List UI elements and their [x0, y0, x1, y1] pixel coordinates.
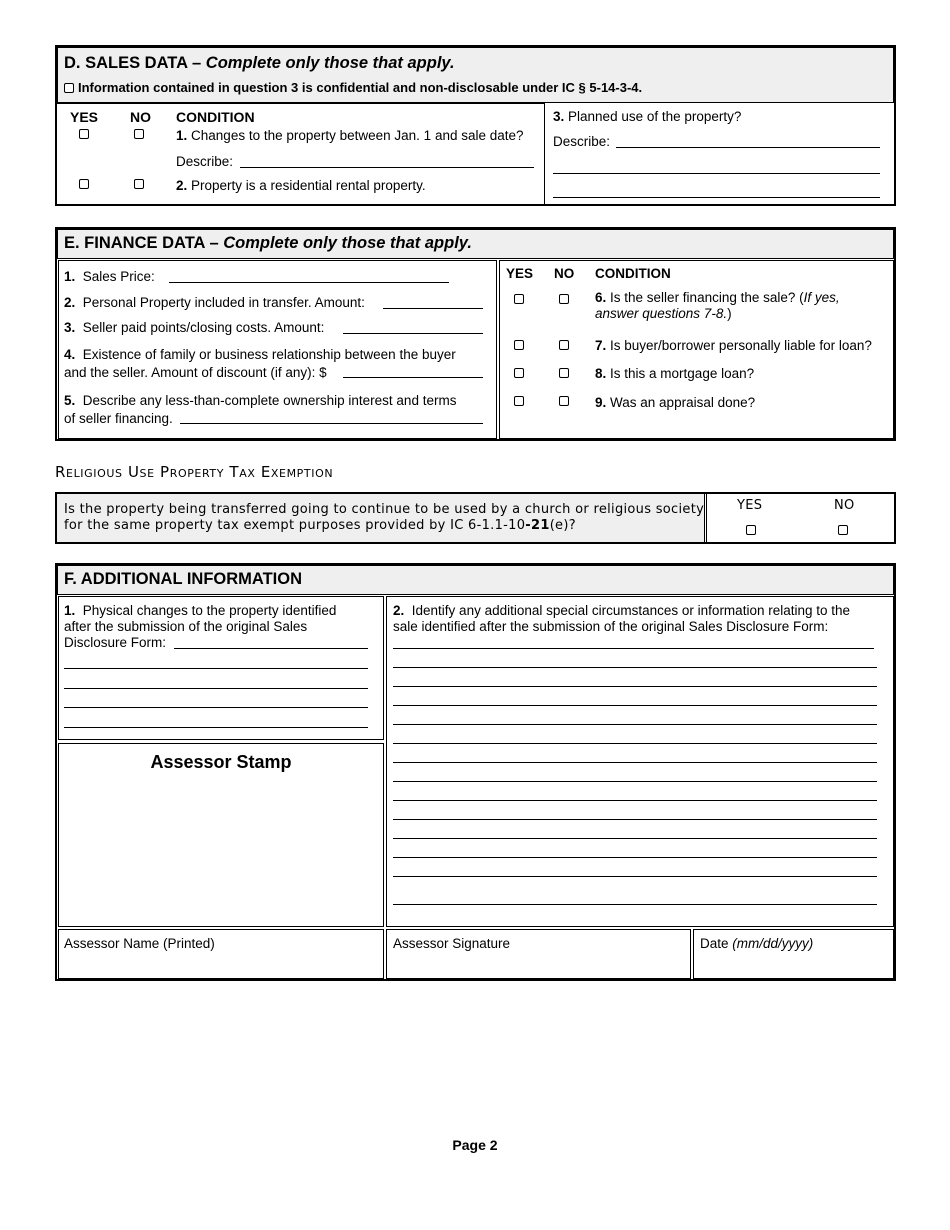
sf-q2-line-3[interactable]	[393, 705, 877, 706]
sd-q2-no-checkbox[interactable]	[134, 179, 144, 189]
fe-q6: 6. Is the seller financing the sale? (If yes, answer questions 7-8.)	[595, 290, 840, 321]
sf-q2-line-4[interactable]	[393, 724, 877, 725]
religious-divider	[706, 494, 707, 542]
sf-q2-line-0[interactable]	[393, 648, 874, 649]
sf-q2-line-11[interactable]	[393, 857, 877, 858]
fe-closing-costs: 3. Seller paid points/closing costs. Amount:	[64, 320, 325, 335]
sd-q3-describe-line-3[interactable]	[553, 197, 880, 198]
sd-col-no: NO	[130, 109, 151, 125]
assessor-name-label: Assessor Name (Printed)	[64, 936, 215, 951]
sf-q1-line-0[interactable]	[174, 648, 368, 649]
fe-personal-property-field[interactable]	[383, 308, 483, 309]
sf-q2-line-14[interactable]	[393, 904, 877, 905]
page-number: Page 2	[452, 1137, 498, 1153]
fe-closing-costs-field[interactable]	[343, 333, 483, 334]
fe-sales-price-field[interactable]	[169, 282, 449, 283]
religious-col-yes: YES	[737, 498, 763, 513]
sd-q1: 1. Changes to the property between Jan. 1 and sale date?	[176, 128, 524, 143]
sf-q2: 2. Identify any additional special circumstances or information relating to the sale identified after the submission of the original Sales Disclosure Form:	[393, 603, 851, 634]
sf-q1-line-1[interactable]	[64, 668, 368, 669]
fe-col-no: NO	[554, 266, 575, 281]
section-e-title: E. FINANCE DATA – Complete only those that apply.	[64, 234, 472, 252]
sf-q2-line-5[interactable]	[393, 743, 877, 744]
sf-q2-line-8[interactable]	[393, 800, 877, 801]
fe-sales-price: 1. Sales Price:	[64, 269, 155, 284]
sd-q3: 3. Planned use of the property?	[553, 109, 742, 124]
assessor-signature-label: Assessor Signature	[393, 936, 511, 951]
fe-q7: 7. Is buyer/borrower personally liable for loan?	[595, 338, 872, 353]
confidential-checkbox[interactable]	[64, 83, 74, 93]
sd-q3-describe-line-2[interactable]	[553, 173, 880, 174]
fe-q6-no-checkbox[interactable]	[559, 294, 569, 304]
fe-relationship-field[interactable]	[343, 377, 483, 378]
sf-q2-line-9[interactable]	[393, 819, 877, 820]
fe-q7-yes-checkbox[interactable]	[514, 340, 524, 350]
sf-q1-line-3[interactable]	[64, 707, 368, 708]
sd-q3-describe-label: Describe:	[553, 134, 611, 149]
confidential-note: Information contained in question 3 is confidential and non-disclosable under IC § 5-14-3-4.	[64, 80, 642, 95]
fe-q9-yes-checkbox[interactable]	[514, 396, 524, 406]
sf-q1: 1. Physical changes to the property identified after the submission of the original Sales Disclosure Form:	[64, 603, 337, 650]
religious-question: Is the property being transferred going to continue to be used by a church or religious society for the same property tax exempt purposes provided by IC 6-1.1-10-21(e)?	[64, 502, 705, 533]
sf-q1-line-4[interactable]	[64, 727, 368, 728]
sd-q2-yes-checkbox[interactable]	[79, 179, 89, 189]
fe-ownership-field[interactable]	[180, 423, 483, 424]
fe-q6-yes-checkbox[interactable]	[514, 294, 524, 304]
sd-q1-describe-label: Describe:	[176, 154, 234, 169]
assessor-stamp-label: Assessor Stamp	[150, 752, 292, 772]
sd-q3-describe-line-1[interactable]	[616, 147, 880, 148]
religious-yes-checkbox[interactable]	[746, 525, 756, 535]
fe-q9-no-checkbox[interactable]	[559, 396, 569, 406]
sd-q1-yes-checkbox[interactable]	[79, 129, 89, 139]
religious-no-checkbox[interactable]	[838, 525, 848, 535]
sf-q2-line-10[interactable]	[393, 838, 877, 839]
sd-q1-no-checkbox[interactable]	[134, 129, 144, 139]
sd-col-condition: CONDITION	[176, 109, 255, 125]
sf-q2-line-7[interactable]	[393, 781, 877, 782]
fe-col-yes: YES	[506, 266, 534, 281]
sf-q2-line-2[interactable]	[393, 686, 877, 687]
sd-q1-describe-field[interactable]	[240, 167, 534, 168]
fe-q8-yes-checkbox[interactable]	[514, 368, 524, 378]
sf-q2-line-1[interactable]	[393, 667, 877, 668]
fe-col-condition: CONDITION	[595, 266, 671, 281]
fe-q8-no-checkbox[interactable]	[559, 368, 569, 378]
sd-col-yes: YES	[70, 109, 99, 125]
fe-relationship: 4. Existence of family or business relationship between the buyer and the seller. Amount of discount (if any): $	[64, 347, 456, 380]
section-d-title: D. SALES DATA – Complete only those that apply.	[64, 54, 455, 72]
assessor-date-label: Date (mm/dd/yyyy)	[700, 936, 814, 951]
sf-q2-line-12[interactable]	[393, 876, 877, 877]
religious-col-no: NO	[834, 498, 855, 513]
fe-personal-property: 2. Personal Property included in transfer. Amount:	[64, 295, 365, 310]
section-f-title: F. ADDITIONAL INFORMATION	[64, 570, 303, 588]
sf-q1-line-2[interactable]	[64, 688, 368, 689]
fe-q9: 9. Was an appraisal done?	[595, 395, 756, 410]
fe-q8: 8. Is this a mortgage loan?	[595, 366, 755, 381]
religious-heading: Religious Use Property Tax Exemption	[55, 463, 334, 481]
sd-q2: 2. Property is a residential rental property.	[176, 178, 426, 193]
fe-q7-no-checkbox[interactable]	[559, 340, 569, 350]
sf-q2-line-6[interactable]	[393, 762, 877, 763]
fe-ownership: 5. Describe any less-than-complete ownership interest and terms of seller financing.	[64, 393, 457, 426]
